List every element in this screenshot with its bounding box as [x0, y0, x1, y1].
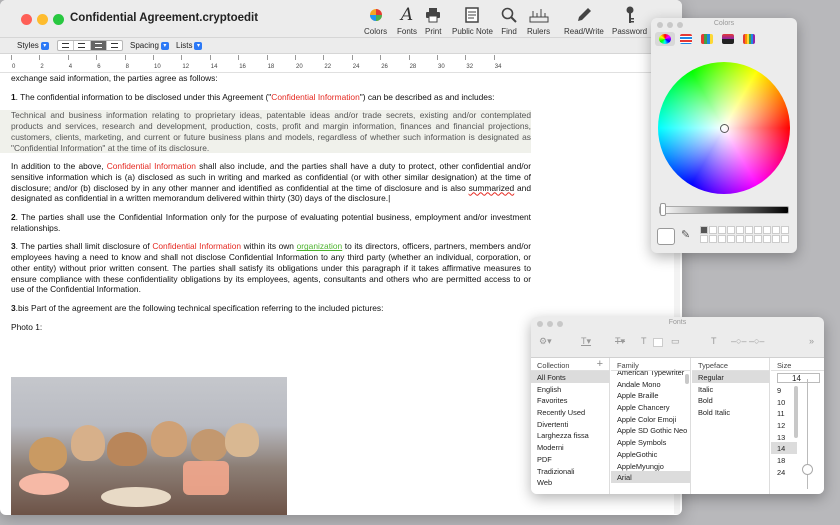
- paragraph: Photo 1:: [11, 321, 43, 332]
- ruler-tick: [437, 55, 438, 60]
- size-scrollbar[interactable]: [794, 386, 798, 438]
- crayons-tab[interactable]: [739, 32, 759, 46]
- eyedropper-icon[interactable]: ✎: [681, 229, 691, 241]
- ruler-tick: [295, 55, 296, 60]
- align-right-button[interactable]: [107, 41, 122, 50]
- paragraph: 1. The confidential information to be disclosed under this Agreement ("Confidential Information") can be described as and includes:: [11, 91, 495, 102]
- font-family-item[interactable]: Apple Color Emoji: [617, 414, 677, 424]
- ruler-number: 0: [12, 64, 16, 70]
- note-icon: [452, 4, 493, 26]
- fonts-panel: [531, 317, 824, 494]
- toolbar-find-button[interactable]: Find: [501, 4, 517, 36]
- color-wheel-tab[interactable]: [655, 32, 675, 46]
- font-family-item[interactable]: AppleGothic: [617, 449, 658, 459]
- ruler-tick: [352, 55, 353, 60]
- font-family-item[interactable]: Apple SD Gothic Neo: [617, 426, 688, 436]
- ruler-tick: [210, 55, 211, 60]
- paragraph: 2. The parties shall use the Confidential Information only for the purpose of evaluating potential business, employment and/or investment relationships.: [11, 212, 531, 233]
- font-size-item[interactable]: 9: [777, 386, 782, 395]
- text-color-well[interactable]: [653, 338, 663, 347]
- shadow-text-icon[interactable]: T: [711, 336, 717, 346]
- ruler-tick: [409, 55, 410, 60]
- magnifier-icon: [501, 4, 517, 26]
- ruler-tick: [153, 55, 154, 60]
- chevron-down-icon: ▾: [41, 42, 49, 50]
- toolbar-rulers-button[interactable]: Rulers: [527, 4, 550, 36]
- window-title: Confidential Agreement.cryptoedit: [70, 12, 259, 24]
- brightness-slider[interactable]: [659, 206, 789, 214]
- ruler-tick: [11, 55, 12, 60]
- ruler-number: 4: [68, 64, 73, 70]
- chevron-down-icon: ▾: [194, 42, 202, 50]
- align-justify-button[interactable]: [91, 41, 107, 50]
- paragraph: 3. The parties shall limit disclosure of Confidential Information within its own organization to its directors, officers, partners, members and/or employees having a need to know and shall not disclose Confidential Information to any third party (whether an individual, corporation, or other entity) without prior written consent. The parties shall satisfy its obligations under this paragraph if it takes affirmative measures to ensure compliance with these confidentiality obligations by its employees, agents, consultants and others who are permitted access to or use of the Confidential Information.: [11, 241, 531, 295]
- font-family-item[interactable]: American Typewriter: [617, 368, 685, 377]
- ruler-tick: [238, 55, 239, 60]
- typeface-column: Typeface Regular Italic Bold Bold Italic: [692, 358, 770, 494]
- highlighted-paragraph: Technical and business information relating to proprietary ideas, patentable ideas and/or trade secrets, existing and/or contemplated products and services, research and development, production, costs, profit and margin information, finances and financial projections, customers, clients, marketing, and current or future business plans and models, regardless of whether such information is designated as "Confidential Information" at the time of its disclosure.: [0, 110, 531, 153]
- ruler-number: 22: [324, 64, 332, 70]
- ruler-tick: [494, 55, 495, 60]
- toolbar-public-note-button[interactable]: Public Note: [452, 4, 493, 36]
- fonts-icon: A: [400, 5, 414, 25]
- toolbar-colors-button[interactable]: Colors: [364, 4, 387, 36]
- font-size-input[interactable]: 14: [777, 373, 820, 383]
- font-family-item[interactable]: Apple Chancery: [617, 403, 670, 413]
- collection-item[interactable]: All Fonts: [531, 371, 609, 383]
- font-family-item[interactable]: Arial: [611, 471, 690, 483]
- toolbar-password-button[interactable]: Password: [612, 4, 647, 36]
- fonts-toolbar: [531, 331, 824, 357]
- ruler-tick: [323, 55, 324, 60]
- ruler-number: 12: [182, 64, 190, 70]
- typeface-item[interactable]: Regular: [692, 371, 769, 383]
- expand-chevron-icon[interactable]: »: [809, 336, 815, 346]
- document-color-icon[interactable]: ▭: [671, 336, 680, 346]
- lists-popup[interactable]: Lists ▾: [176, 41, 202, 50]
- collection-item[interactable]: Tradizionali: [537, 466, 575, 476]
- font-size-item[interactable]: 14: [771, 442, 797, 454]
- pencil-icon: [564, 4, 604, 26]
- collection-item[interactable]: Favorites: [537, 396, 568, 406]
- ruler-number: 24: [352, 64, 360, 70]
- collection-item[interactable]: Divertenti: [537, 419, 569, 429]
- alignment-segmented-control[interactable]: [57, 40, 123, 51]
- strikethrough-icon[interactable]: T▾: [615, 336, 626, 346]
- brightness-slider-knob[interactable]: [660, 203, 666, 216]
- ruler-number: 18: [267, 64, 275, 70]
- ruler-number: 30: [438, 64, 445, 70]
- close-window-button[interactable]: [21, 14, 32, 25]
- add-collection-button[interactable]: +: [596, 358, 603, 370]
- ruler-number: 10: [154, 64, 161, 70]
- ruler-number: 32: [466, 64, 474, 70]
- ruler-number: 20: [296, 64, 303, 70]
- collection-item[interactable]: PDF: [537, 454, 552, 464]
- ruler-number: 28: [409, 64, 417, 70]
- color-palettes-tab[interactable]: [697, 32, 717, 46]
- colors-icon: [364, 4, 387, 26]
- ruler-number: 2: [40, 64, 44, 70]
- color-crosshair[interactable]: [720, 124, 729, 133]
- ruler-tick: [39, 55, 40, 60]
- ruler-tick: [96, 55, 97, 60]
- align-left-button[interactable]: [58, 41, 74, 50]
- panel-title: Colors: [713, 20, 735, 27]
- ruler-number: 16: [239, 64, 246, 70]
- collection-item[interactable]: Web: [537, 478, 553, 488]
- toolbar-print-button[interactable]: Print: [425, 4, 441, 36]
- typeface-item[interactable]: Italic: [698, 384, 714, 394]
- ruler-tick: [125, 55, 126, 60]
- key-icon: [612, 4, 647, 26]
- paragraph: In addition to the above, Confidential Information shall also include, and the parties shall have a duty to protect, other confidential and/or sensitive information which is (a) disclosed as such in writing and marked as confidential (or with other similar designation) at the time of disclosure; and/or (b) disclosed by in any other manner and identified as confidential at the time of disclosure and is also summarized and designated as confidential in a written memorandum delivered within thirty (30) days of the disclosure.|: [11, 161, 532, 204]
- ruler-icon: [527, 4, 550, 26]
- text-color-icon[interactable]: T: [641, 336, 647, 346]
- family-scrollbar[interactable]: [685, 374, 689, 384]
- size-slider-knob[interactable]: [802, 464, 813, 475]
- color-mode-tabs: [655, 32, 793, 52]
- font-size-item[interactable]: 10: [777, 397, 786, 407]
- actions-gear-icon[interactable]: ⚙▾: [539, 336, 552, 346]
- font-size-item[interactable]: 18: [777, 456, 786, 466]
- chevron-down-icon: ▾: [161, 42, 169, 50]
- saved-swatches[interactable]: [700, 226, 788, 246]
- zoom-window-button[interactable]: [53, 14, 64, 25]
- font-size-item[interactable]: 11: [777, 409, 785, 419]
- font-browser: [531, 357, 824, 494]
- paragraph: 3.bis Part of the agreement are the following technical specification referring to the included pictures:: [11, 302, 384, 313]
- ruler-tick: [380, 55, 381, 60]
- ruler-tick: [267, 55, 268, 60]
- spacing-popup[interactable]: Spacing ▾: [130, 41, 169, 50]
- color-sliders-tab[interactable]: [676, 32, 696, 46]
- collection-item[interactable]: Larghezza fissa: [537, 431, 589, 441]
- format-bar: [0, 38, 682, 54]
- printer-icon: [425, 4, 441, 26]
- collection-item[interactable]: Recently Used: [537, 408, 586, 418]
- size-column: Size 14 9 10 11 12 13 14 18 24: [771, 358, 824, 494]
- ruler-number: 14: [210, 64, 218, 70]
- ruler-number: 34: [494, 64, 502, 70]
- minimize-window-button[interactable]: [37, 14, 48, 25]
- toolbar-fonts-button[interactable]: A Fonts: [397, 5, 418, 36]
- paragraph: exchange said information, the parties agree as follows:: [11, 73, 218, 83]
- font-size-item[interactable]: 12: [777, 421, 786, 431]
- ruler-number: 6: [97, 64, 101, 70]
- ruler-tick: [181, 55, 182, 60]
- collection-item[interactable]: English: [537, 384, 562, 394]
- ruler-number: 8: [125, 64, 129, 70]
- font-family-item[interactable]: Andale Mono: [617, 379, 661, 389]
- font-size-item[interactable]: 13: [777, 432, 786, 442]
- styles-popup[interactable]: Styles ▾: [17, 41, 49, 50]
- align-center-button[interactable]: [74, 41, 90, 50]
- font-family-item[interactable]: AppleMyungjo: [617, 461, 664, 471]
- ruler-number: 26: [381, 64, 388, 70]
- ruler-tick: [465, 55, 466, 60]
- titlebar: [0, 0, 682, 38]
- font-family-item[interactable]: Apple Braille: [617, 391, 659, 401]
- shadow-sliders[interactable]: ‒○‒ ‒○‒: [731, 336, 765, 346]
- toolbar-read-write-button[interactable]: Read/Write: [564, 4, 604, 36]
- typeface-item[interactable]: Bold: [698, 396, 713, 406]
- collection-column: Collection + All Fonts English Favorites Recently Used Divertenti Larghezza fissa Moderni PDF Tradizionali Web: [531, 358, 610, 494]
- embedded-photo[interactable]: [11, 377, 287, 515]
- ruler[interactable]: [0, 55, 682, 73]
- underline-icon[interactable]: T▾: [581, 336, 592, 346]
- typeface-item[interactable]: Bold Italic: [698, 408, 731, 418]
- collection-item[interactable]: Moderni: [537, 443, 564, 453]
- colors-panel: [651, 18, 797, 253]
- ruler-tick: [68, 55, 69, 60]
- family-column: Family American Typewriter Andale Mono Apple Braille Apple Chancery Apple Color Emoji Apple SD Gothic Neo Apple Symbols AppleGothic AppleMyungjo Arial: [611, 358, 691, 494]
- font-size-item[interactable]: 24: [777, 467, 786, 477]
- current-color-well[interactable]: [657, 228, 675, 245]
- font-family-item[interactable]: Apple Symbols: [617, 438, 667, 448]
- panel-title: Fonts: [668, 319, 687, 326]
- image-palettes-tab[interactable]: [718, 32, 738, 46]
